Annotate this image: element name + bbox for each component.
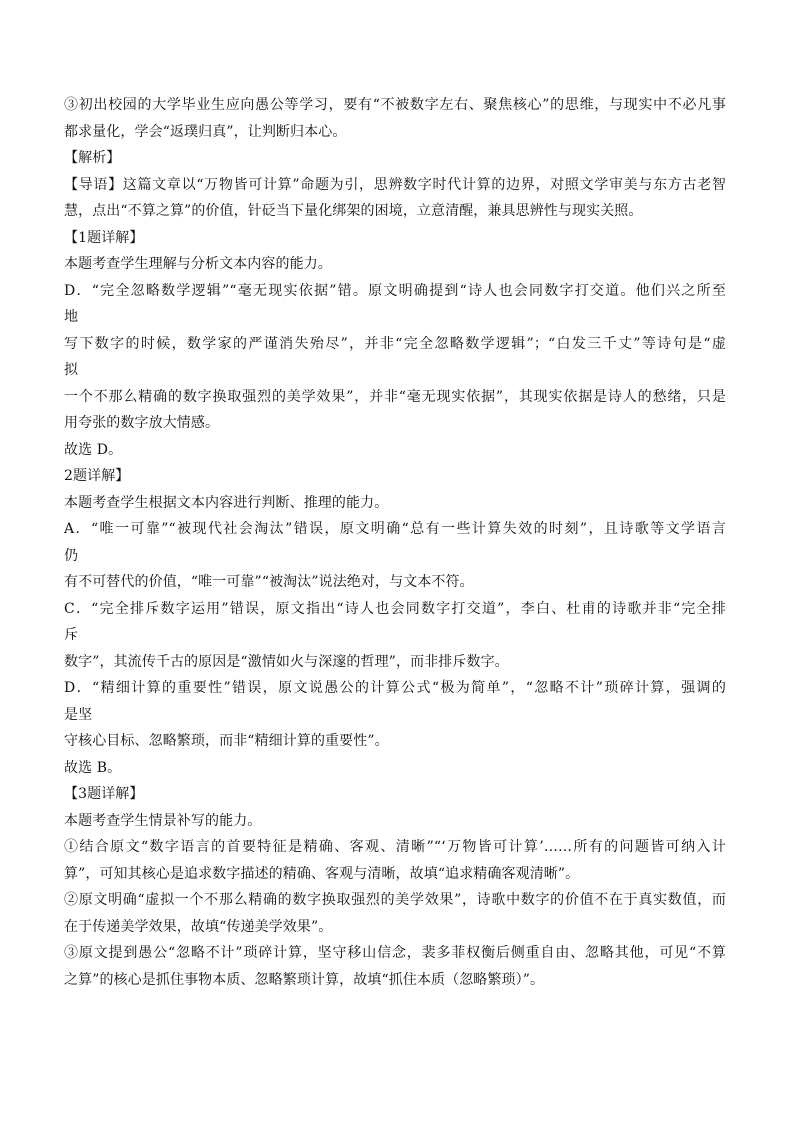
section-heading: 【解析】 [64,150,121,166]
text-line: 算”，可知其核心是追求数字描述的精确、客观与清晰，故填“追求精确客观清晰”。 [64,865,580,882]
section-heading: 2题详解】 [64,468,130,484]
text-line: C．“完全排斥数字运用”错误，原文指出“诗人也会同数字打交道”，李白、杜甫的诗歌并非“完全排 [64,600,726,617]
text-line: A．“唯一可靠”“被现代社会淘汰”错误，原文明确“总有一些计算失效的时刻”，且诗歌等文学语言 [64,521,726,537]
text-line: 拟 [64,362,79,378]
document-page [64,92,726,993]
section-heading: 【1题详解】 [64,229,144,246]
text-line: ①结合原文“数字语言的首要特征是精确、客观、清晰”“‘万物皆可计算’……所有的问题皆可纳入计 [64,839,726,855]
text-line: 数字”，其流传千古的原因是“激情如火与深邃的哲理”，而非排斥数字。 [64,653,509,670]
text-line: ③初出校园的大学毕业生应向愚公等学习，要有“不被数字左右、聚焦核心”的思维，与现实中不必凡事 [64,97,726,113]
text-line: 【导语】这篇文章以“万物皆可计算”命题为引，思辨数字时代计算的边界，对照文学审美与东方古老智 [64,176,726,193]
text-line: 本题考查学生理解与分析文本内容的能力。 [64,256,332,272]
text-line: ②原文明确“虚拟一个不那么精确的数字换取强烈的美学效果”，诗歌中数字的价值不在于真实数值，而 [64,892,726,908]
text-line: 是坚 [64,706,93,723]
text-line: D．“完全忽略数学逻辑”“毫无现实依据”错。原文明确提到“诗人也会同数字打交道。他们兴之所至 [64,282,726,299]
text-line: 有不可替代的价值，“唯一可靠”“被淘汰”说法绝对，与文本不符。 [64,574,474,590]
text-line: 都求量化，学会“返璞归真”，让判断归本心。 [64,123,347,140]
text-line: 在于传递美学效果，故填“传递美学效果”。 [64,918,333,935]
text-line: 守核心目标、忽略繁琐，而非“精细计算的重要性”。 [64,733,389,749]
text-line: 之算”的核心是抓住事物本质、忽略繁琐计算，故填“抓住本质（忽略繁琐）”。 [64,971,545,988]
text-line: 仍 [64,547,79,564]
text-line: D．“精细计算的重要性”错误，原文说愚公的计算公式“极为简单”，“忽略不计”琐碎计算，强调的 [64,680,726,696]
text-line: 斥 [64,627,79,643]
text-line: ③原文提到愚公“忽略不计”琐碎计算，坚守移山信念，裴多菲权衡后侧重自由、忽略其他，可见“不算 [64,945,726,961]
text-line: 用夸张的数字放大情感。 [64,415,220,431]
text-line: 地 [64,309,79,325]
text-line: 本题考查学生根据文本内容进行判断、推理的能力。 [64,494,389,511]
text-line: 慧，点出“不算之算”的价值，针砭当下量化绑架的困境，立意清醒，兼具思辨性与现实关照。 [64,203,643,219]
text-line: 故选 D。 [64,441,123,458]
text-line: 一个不那么精确的数字换取强烈的美学效果”，并非“毫无现实依据”，其现实依据是诗人的愁绪，只是 [64,388,726,405]
text-line: 本题考查学生情景补写的能力。 [64,812,262,829]
text-line: 故选 B。 [64,759,122,776]
text-line: 写下数字的时候，数学家的严谨消失殆尽”，并非“完全忽略数学逻辑”；“白发三千丈”等诗句是“虚 [64,335,726,352]
section-heading: 【3题详解】 [64,786,144,802]
